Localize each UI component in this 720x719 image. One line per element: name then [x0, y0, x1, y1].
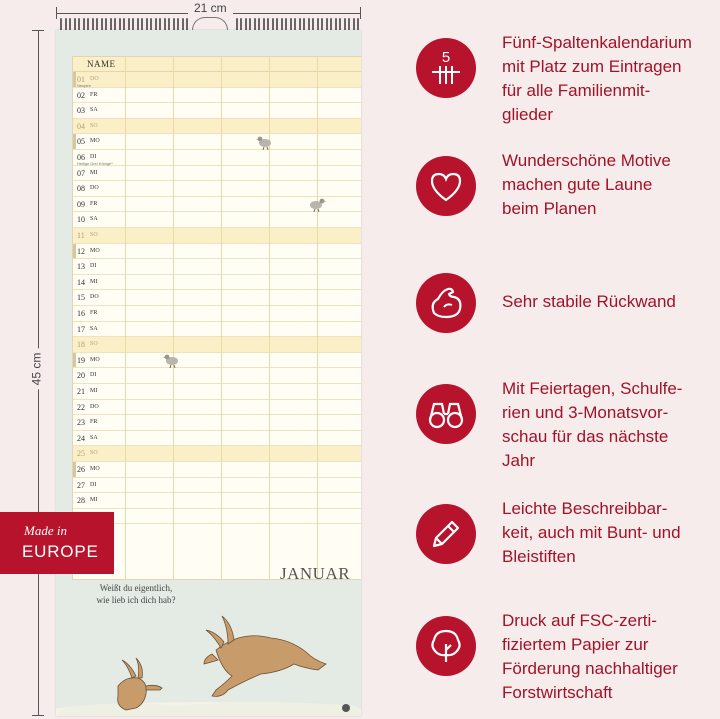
weekday-label: MO — [90, 247, 100, 254]
weekday-label: MI — [90, 497, 98, 504]
feature-text — [502, 609, 716, 705]
weekday-label: DO — [90, 76, 99, 82]
pencil-icon — [416, 504, 476, 564]
weekday-label: FR — [90, 310, 98, 316]
feature-fsc-paper — [416, 611, 716, 702]
weekday-label: FR — [90, 200, 98, 207]
day-number: 15 — [77, 293, 85, 303]
day-number: 26 — [77, 465, 85, 474]
weekday-label: SA — [90, 107, 98, 114]
weekday-label: FR — [90, 419, 98, 426]
height-label: 45 cm — [29, 349, 43, 390]
name-column-header: NAME — [87, 59, 116, 69]
feature-line: schau für das nächste — [502, 427, 669, 446]
day-number: 04 — [77, 121, 85, 131]
feature-line: Sehr stabile Rückwand — [502, 292, 676, 311]
bird-illustration — [308, 196, 326, 212]
bird-illustration — [163, 352, 181, 368]
week-marker — [73, 244, 76, 259]
weekday-label: DO — [90, 294, 99, 301]
feature-five-columns — [416, 33, 716, 124]
day-number: 22 — [77, 402, 85, 412]
weekday-label: DO — [90, 185, 99, 192]
quote-line-1: Weißt du eigentlich, — [99, 583, 173, 593]
week-marker — [73, 462, 76, 477]
strong-arm-icon — [416, 273, 476, 333]
feature-holidays — [416, 379, 716, 470]
week-marker — [73, 134, 76, 149]
weekday-label: MI — [90, 278, 98, 285]
weekday-label: MO — [90, 466, 100, 472]
day-number: 07 — [77, 168, 85, 178]
weekday-label: SO — [90, 341, 98, 348]
day-number: 17 — [77, 324, 85, 334]
day-number: 28 — [77, 496, 85, 506]
tree-icon — [416, 616, 476, 676]
hanger-hook — [192, 17, 228, 30]
calendar-product — [56, 30, 361, 716]
weekday-label: DI — [90, 263, 97, 270]
feature-text — [502, 497, 716, 569]
day-number: 10 — [77, 215, 85, 225]
day-number: 13 — [77, 262, 85, 272]
feature-line: beim Planen — [502, 199, 597, 218]
weekday-label: FR — [90, 91, 98, 98]
feature-text — [502, 377, 716, 473]
day-number: 25 — [77, 449, 85, 459]
day-number: 24 — [77, 433, 85, 443]
day-number: 27 — [77, 480, 85, 490]
quote-line-2: wie lieb ich dich hab? — [96, 595, 176, 605]
feature-line: Bleistiften — [502, 547, 576, 566]
heart-icon — [416, 156, 476, 216]
feature-line: Mit Feiertagen, Schulfe- — [502, 379, 683, 398]
feature-text — [502, 290, 716, 314]
feature-line: Druck auf FSC-zerti- — [502, 611, 657, 630]
week-marker — [73, 353, 76, 368]
weekday-label: SO — [90, 122, 98, 129]
day-number: 20 — [77, 371, 85, 381]
day-number: 05 — [77, 137, 85, 147]
week-marker — [73, 72, 76, 87]
feature-line: fiziertem Papier zur — [502, 635, 649, 654]
day-number: 12 — [77, 246, 85, 256]
weekday-label: MO — [90, 356, 100, 363]
weekday-label: MO — [90, 138, 100, 145]
feature-line: rien und 3-Monatsvor- — [502, 403, 669, 422]
weekday-label: DI — [90, 481, 97, 488]
made-in-europe-badge — [0, 512, 114, 574]
feature-line: Förderung nachhaltiger — [502, 659, 678, 678]
five-columns-icon — [416, 38, 476, 98]
five-icon-digit: 5 — [441, 49, 451, 66]
feature-line: keit, auch mit Bunt- und — [502, 523, 681, 542]
feature-line: machen gute Laune — [502, 175, 653, 194]
day-number: 03 — [77, 106, 85, 116]
feature-line: Fünf-Spaltenkalendarium — [502, 33, 692, 52]
weekday-label: SA — [90, 434, 98, 441]
day-number: 16 — [77, 309, 85, 318]
binoculars-icon — [416, 384, 476, 444]
weekday-label: MI — [90, 388, 98, 394]
day-number: 21 — [77, 387, 85, 396]
weekday-label: DI — [90, 372, 97, 379]
day-number: 14 — [77, 277, 85, 287]
holiday-note: Heilige Drei Könige* — [77, 161, 113, 166]
feature-line: für alle Familienmit- — [502, 81, 651, 100]
planner-grid — [72, 56, 361, 580]
bird-illustration — [256, 134, 274, 150]
feature-writable — [416, 499, 716, 584]
hares-illustration — [56, 590, 361, 716]
weekday-label: DI — [90, 154, 97, 160]
feature-stable-back — [416, 273, 716, 353]
day-number: 09 — [77, 199, 85, 209]
feature-text — [502, 149, 716, 221]
day-number: 02 — [77, 90, 85, 100]
feature-line: Forstwirtschaft — [502, 683, 613, 702]
weekday-label: SO — [90, 450, 98, 457]
width-label: 21 cm — [188, 1, 233, 15]
month-title: JANUAR — [280, 564, 351, 583]
weekday-label: SA — [90, 216, 98, 223]
badge-europe: EUROPE — [22, 542, 99, 561]
feature-line: Wunderschöne Motive — [502, 151, 671, 170]
day-number: 11 — [77, 231, 85, 240]
weekday-label: SO — [90, 232, 98, 238]
day-number: 18 — [77, 340, 85, 350]
feature-motifs — [416, 151, 716, 236]
day-number: 01 — [77, 75, 85, 84]
day-number: 08 — [77, 184, 85, 194]
day-number: 06 — [77, 153, 85, 162]
feature-line: mit Platz zum Eintragen — [502, 57, 682, 76]
holiday-note: Neujahr — [77, 83, 92, 88]
weekday-label: DO — [90, 403, 99, 410]
badge-made-in: Made in — [24, 523, 67, 538]
feature-line: glieder — [502, 105, 554, 124]
weekday-label: MI — [90, 169, 98, 176]
feature-text — [502, 31, 716, 127]
day-number: 19 — [77, 355, 85, 365]
weekday-label: SA — [90, 325, 98, 332]
height-dimension — [29, 30, 44, 716]
feature-line: Leichte Beschreibbar- — [502, 499, 668, 518]
day-number: 23 — [77, 418, 85, 428]
feature-line: Jahr — [502, 451, 536, 470]
